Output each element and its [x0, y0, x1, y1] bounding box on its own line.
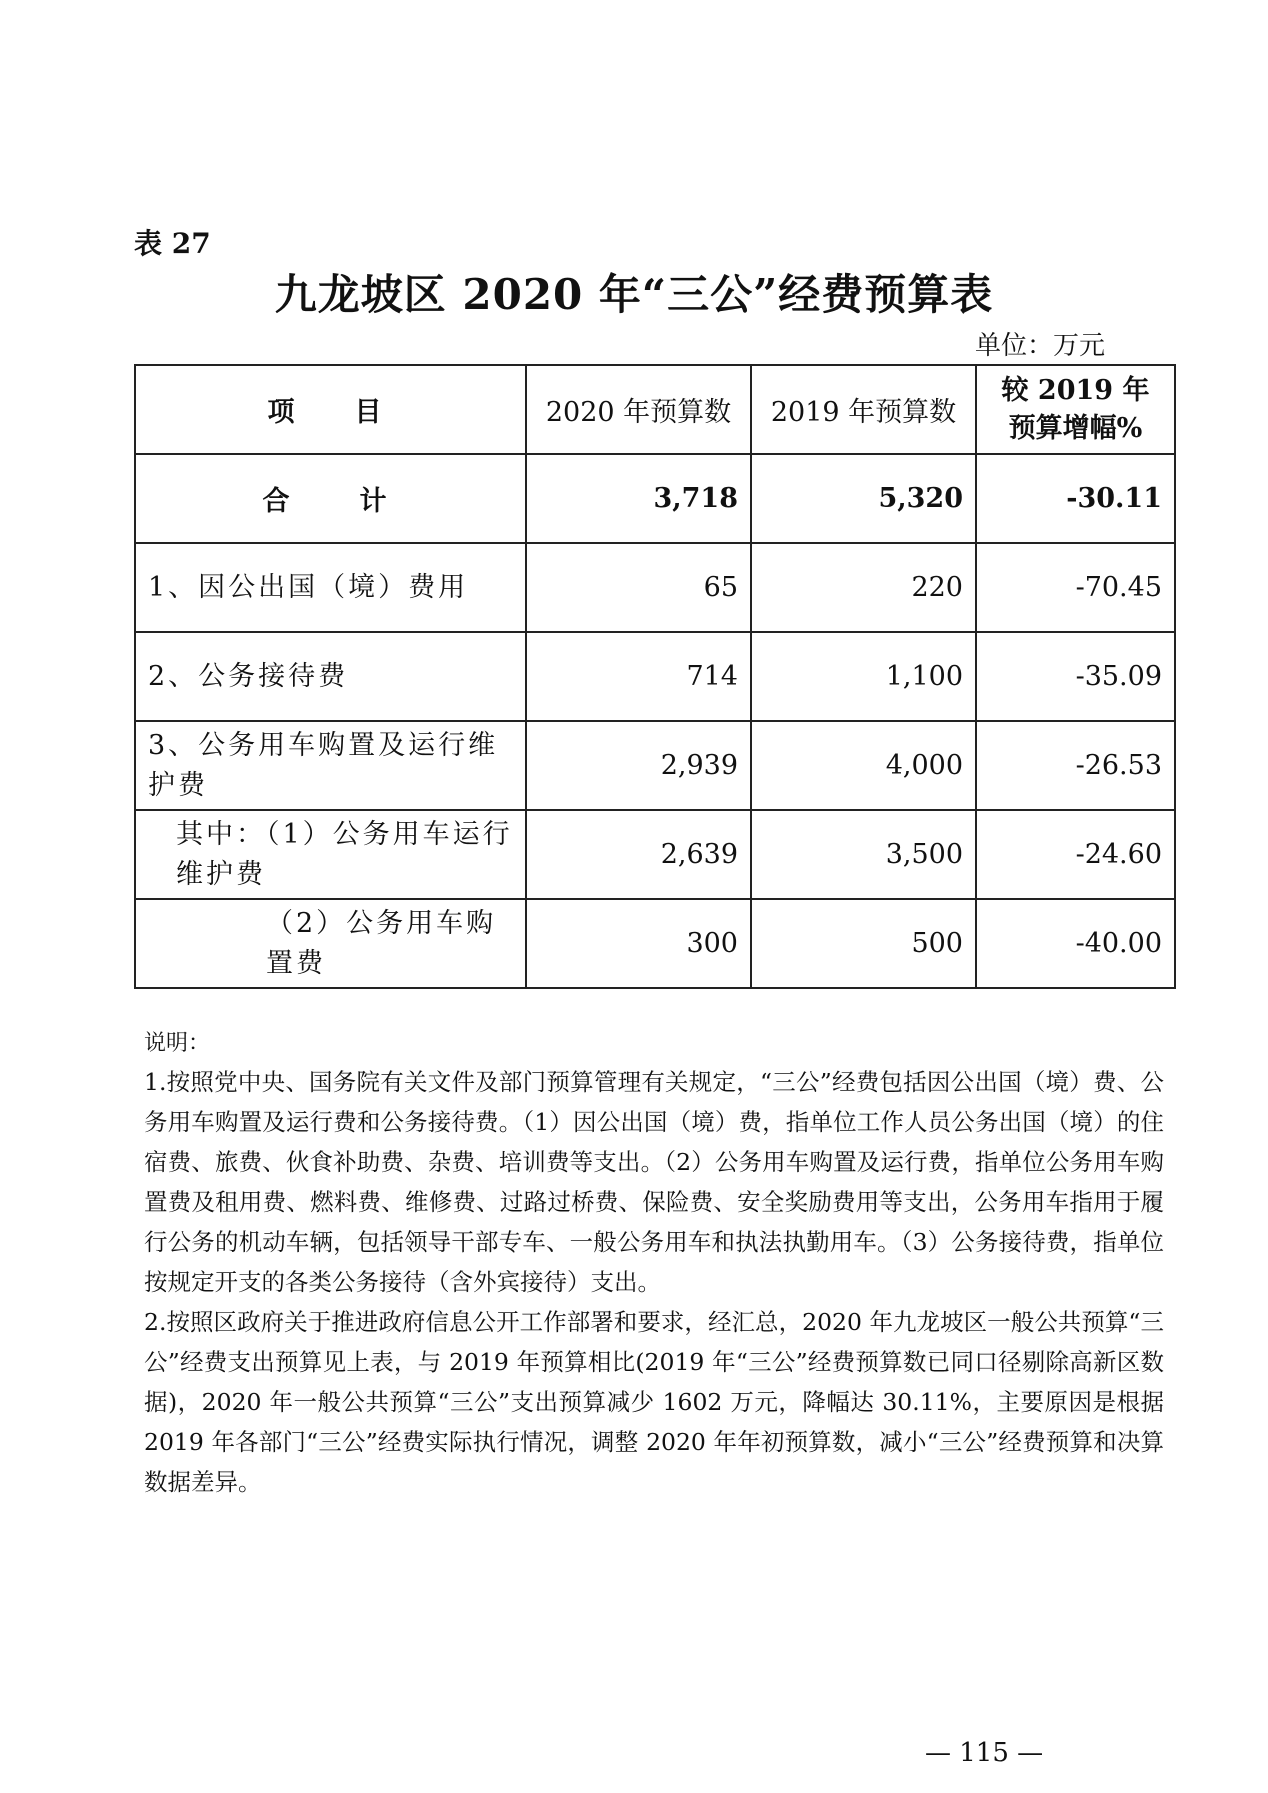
- value-2020: 3,718: [526, 454, 751, 543]
- value-change: -26.53: [976, 721, 1175, 810]
- value-2019: 5,320: [751, 454, 976, 543]
- value-2019: 220: [751, 543, 976, 632]
- table-row: [135, 721, 1175, 810]
- table-number: 表 27: [134, 227, 211, 260]
- value-change: -70.45: [976, 543, 1175, 632]
- notes-section: [144, 1026, 1164, 1502]
- table-row-total: [135, 454, 1175, 543]
- value-2020: 65: [526, 543, 751, 632]
- row-label: 1、因公出国（境）费用: [135, 543, 526, 632]
- unit-label: 单位：万元: [975, 331, 1106, 361]
- row-label: （2）公务用车购置费: [135, 899, 526, 988]
- table-header-row: [135, 365, 1175, 454]
- row-label: 合计: [135, 454, 526, 543]
- page-title: 九龙坡区 2020 年“三公”经费预算表: [274, 270, 994, 319]
- notes-paragraph-1: 1.按照党中央、国务院有关文件及部门预算管理有关规定，“三公”经费包括因公出国（境）费、公务用车购置及运行费和公务接待费。（1）因公出国（境）费，指单位工作人员公务出国（境）的住宿费、旅费、伙食补助费、杂费、培训费等支出。（2）公务用车购置及运行费，指单位公务用车购置费及租用费、燃料费、维修费、过路过桥费、保险费、安全奖励费用等支出，公务用车指用于履行公务的机动车辆，包括领导干部专车、一般公务用车和执法执勤用车。（3）公务接待费，指单位按规定开支的各类公务接待（含外宾接待）支出。: [144, 1068, 1164, 1296]
- value-2020: 2,939: [526, 721, 751, 810]
- table-row: [135, 899, 1175, 988]
- value-2019: 1,100: [751, 632, 976, 721]
- table-row: [135, 810, 1175, 899]
- value-change: -35.09: [976, 632, 1175, 721]
- header-change: 较 2019 年预算增幅%: [976, 365, 1175, 454]
- value-change: -30.11: [976, 454, 1175, 543]
- page-number: — 115 —: [925, 1738, 1044, 1768]
- notes-paragraph-2: 2.按照区政府关于推进政府信息公开工作部署和要求，经汇总，2020 年九龙坡区一般公共预算“三公”经费支出预算见上表，与 2019 年预算相比(2019 年“三公”经费预算数已同口径剔除高新区数据)，2020 年一般公共预算“三公”支出预算减少 1602 万元，降幅达 30.11%，主要原因是根据 2019 年各部门“三公”经费实际执行情况，调整 2020 年年初预算数，减小“三公”经费预算和决算数据差异。: [144, 1308, 1164, 1496]
- notes-heading: 说明：: [144, 1031, 211, 1056]
- value-2020: 714: [526, 632, 751, 721]
- header-item: 项目: [135, 365, 526, 454]
- header-budget-2019: 2019 年预算数: [751, 365, 976, 454]
- value-2019: 4,000: [751, 721, 976, 810]
- table-row: [135, 543, 1175, 632]
- table-row: [135, 632, 1175, 721]
- row-label: 3、公务用车购置及运行维护费: [135, 721, 526, 810]
- row-label: 2、公务接待费: [135, 632, 526, 721]
- value-2020: 2,639: [526, 810, 751, 899]
- row-label: 其中：（1）公务用车运行维护费: [135, 810, 526, 899]
- value-2019: 3,500: [751, 810, 976, 899]
- value-change: -24.60: [976, 810, 1175, 899]
- header-budget-2020: 2020 年预算数: [526, 365, 751, 454]
- value-2019: 500: [751, 899, 976, 988]
- budget-table: [134, 364, 1176, 989]
- value-2020: 300: [526, 899, 751, 988]
- value-change: -40.00: [976, 899, 1175, 988]
